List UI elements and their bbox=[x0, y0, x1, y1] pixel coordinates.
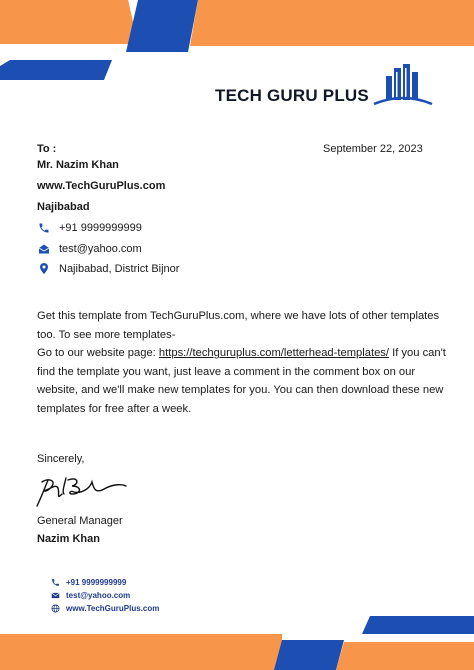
contact-email bbox=[37, 242, 142, 255]
footer-phone-text: +91 9999999999 bbox=[66, 578, 127, 587]
to-label: To : bbox=[37, 143, 57, 155]
body-paragraph-2-prefix: Go to our website page: bbox=[37, 347, 159, 360]
recipient-name: Mr. Nazim Khan bbox=[37, 159, 119, 171]
letter-date: September 22, 2023 bbox=[323, 143, 423, 155]
phone-icon bbox=[37, 221, 50, 234]
letter-body bbox=[37, 307, 447, 419]
contact-email-text: test@yahoo.com bbox=[59, 242, 142, 255]
recipient-website: www.TechGuruPlus.com bbox=[37, 180, 166, 192]
brand-name: TECH GURU PLUS bbox=[215, 86, 369, 105]
closing-sincerely: Sincerely, bbox=[37, 453, 85, 465]
signatory-title: General Manager bbox=[37, 515, 123, 527]
contact-address bbox=[37, 262, 179, 275]
contact-phone-text: +91 9999999999 bbox=[59, 221, 142, 234]
body-paragraph-2-suffix: If you can't find the template you want, just leave a comment in the comment box on our website, and we'll make new templates for you. You can then download these new templates for free after a week. bbox=[37, 347, 446, 415]
globe-icon bbox=[51, 604, 60, 613]
templates-link[interactable]: https://techguruplus.com/letterhead-templates/ bbox=[158, 347, 389, 360]
body-paragraph-1: Get this template from TechGuruPlus.com, where we have lots of other templates too. To see more templates- bbox=[37, 310, 440, 341]
location-pin-icon bbox=[37, 262, 50, 275]
phone-icon bbox=[51, 578, 60, 587]
signatory-name: Nazim Khan bbox=[37, 533, 100, 545]
footer-decoration bbox=[0, 616, 474, 670]
email-icon bbox=[51, 591, 60, 600]
recipient-city: Najibabad bbox=[37, 201, 90, 213]
body-paragraph-2 bbox=[37, 344, 447, 418]
footer-website-text: www.TechGuruPlus.com bbox=[66, 604, 160, 613]
buildings-skyline-icon bbox=[372, 64, 434, 106]
footer-phone bbox=[51, 578, 126, 587]
footer-email-text: test@yahoo.com bbox=[66, 591, 131, 600]
footer-website bbox=[51, 604, 159, 613]
handwritten-signature bbox=[34, 470, 130, 510]
footer-email bbox=[51, 591, 130, 600]
envelope-open-icon bbox=[37, 242, 50, 255]
contact-phone bbox=[37, 221, 142, 234]
contact-address-text: Najibabad, District Bijnor bbox=[59, 262, 180, 275]
